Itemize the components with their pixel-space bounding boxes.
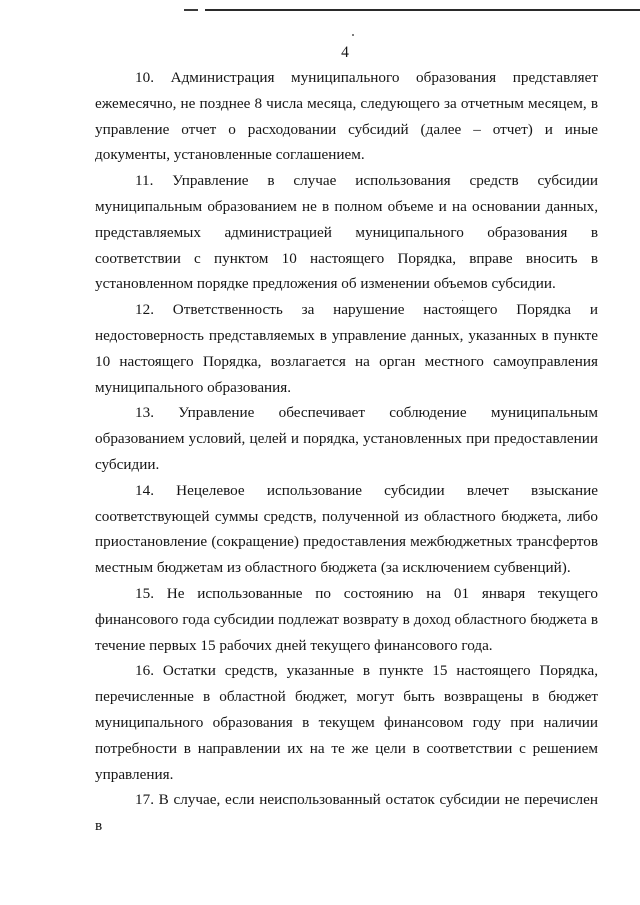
paragraph-10: 10. Администрация муниципального образования представляет ежемесячно, не позднее 8 числа месяца, следующего за отчетным месяцем, в управление отчет о расходовании субсидий (далее – отчет) и иные документы, установленные соглашением. — [95, 69, 598, 164]
scan-edge-mark — [184, 9, 198, 11]
paragraph-17: 17. В случае, если неиспользованный остаток субсидии не перечислен в — [95, 791, 598, 835]
page-number: 4 — [341, 44, 349, 61]
paragraph-12: 12. Ответственность за нарушение настоящего Порядка и недостоверность представляемых в управление данных, указанных в пункте 10 настоящего Порядка, возлагается на орган местного самоуправления муниципального образования. — [95, 301, 598, 396]
document-body — [95, 65, 598, 839]
scan-speck — [352, 34, 354, 36]
paragraph-14: 14. Нецелевое использование субсидии влечет взыскание соответствующей суммы средств, полученной из областного бюджета, либо приостановление (сокращение) предоставления межбюджетных трансфертов местным бюджетам из областного бюджета (за исключением субвенций). — [95, 481, 598, 577]
scan-edge-line — [205, 9, 640, 11]
paragraph-11: 11. Управление в случае использования средств субсидии муниципальным образованием не в полном объеме и на основании данных, представляемых администрацией муниципального образования в соответствии с пунктом 10 настоящего Порядка, вправе вносить в установленном порядке предложения об изменении объемов субсидии. — [95, 172, 598, 293]
paragraph-16: 16. Остатки средств, указанные в пункте 15 настоящего Порядка, перечисленные в областной бюджет, могут быть возвращены в бюджет муниципального образования в текущем финансовом году при наличии потребности в направлении их на те же цели в соответствии с решением управления. — [95, 662, 598, 783]
paragraph-13: 13. Управление обеспечивает соблюдение муниципальным образованием условий, целей и порядка, установленных при предоставлении субсидии. — [95, 404, 598, 473]
paragraph-15: 15. Не использованные по состоянию на 01 января текущего финансового года субсидии подлежат возврату в доход областного бюджета в течение первых 15 рабочих дней текущего финансового года. — [95, 584, 598, 654]
